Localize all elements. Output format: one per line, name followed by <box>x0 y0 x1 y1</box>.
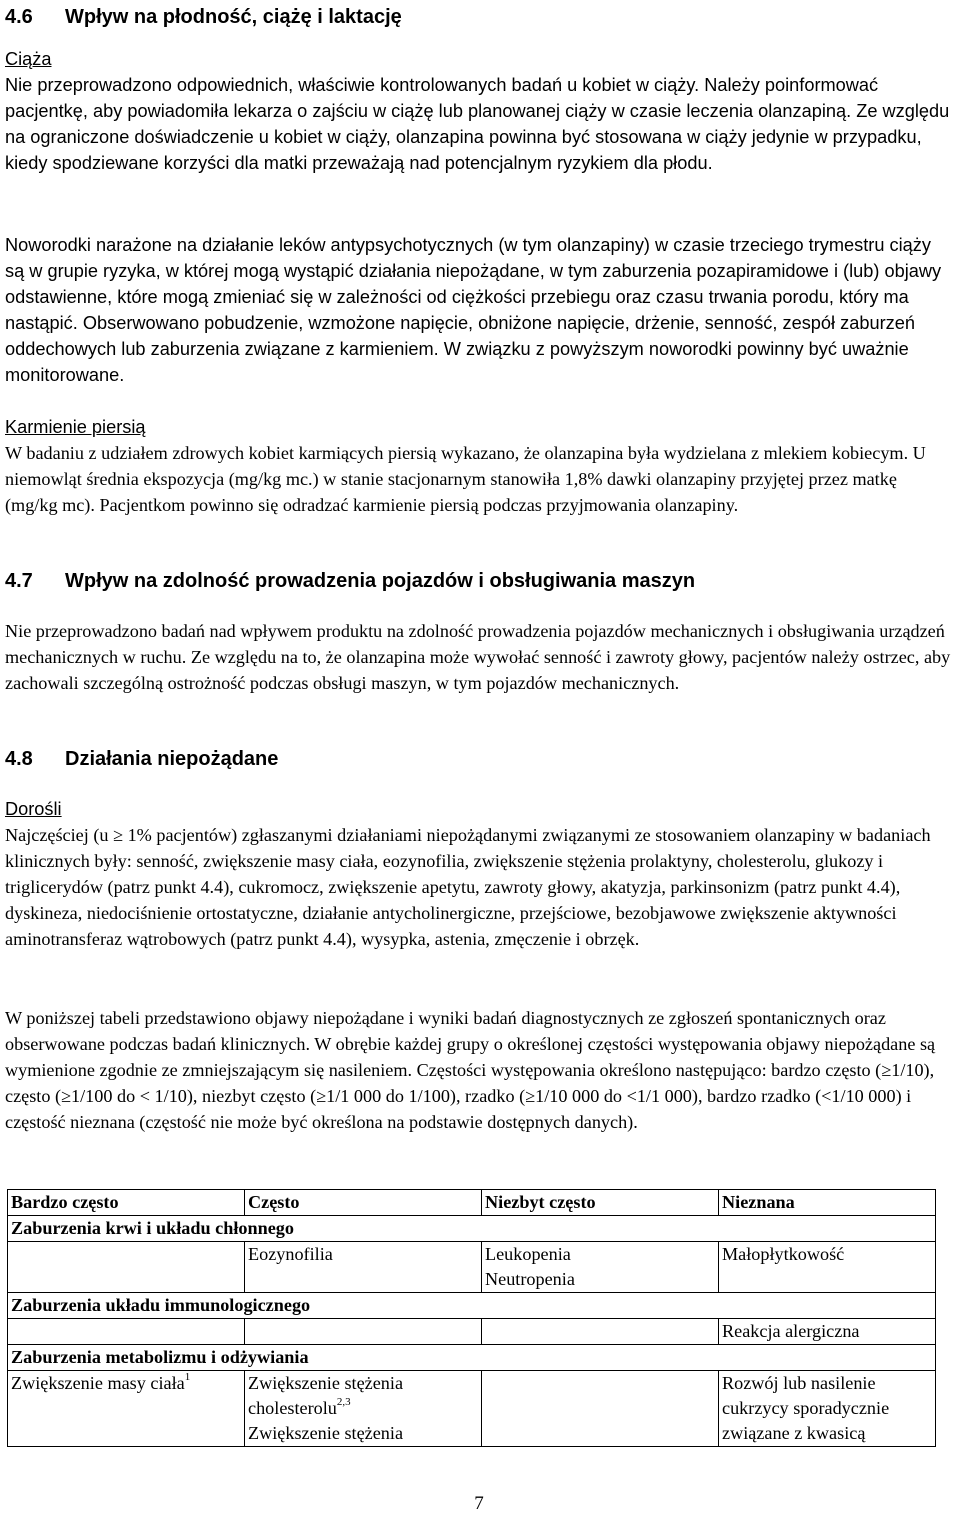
table-row <box>8 1319 936 1345</box>
table-cell <box>245 1371 482 1447</box>
table-cell <box>482 1242 719 1293</box>
section-number: 4.6 <box>5 6 33 28</box>
table-cell <box>482 1371 719 1447</box>
paragraph: Nie przeprowadzono badań nad wpływem produktu na zdolność prowadzenia pojazdów mechanicznych i obsługiwania urządzeń mechanicznych w ruchu. Ze względu na to, że olanzapina może wywołać senność i zawroty głowy, pacjentów należy ostrzec, aby zachowali szczególną ostrożność podczas obsługi maszyn, w tym pojazdów mechanicznych. <box>5 621 951 694</box>
subheading-dorosli: Dorośli <box>5 799 62 819</box>
section-4-7-heading <box>5 568 695 594</box>
group-label: Zaburzenia metabolizmu i odżywiania <box>8 1345 936 1371</box>
footnote-ref: 1 <box>184 1371 191 1383</box>
group-label: Zaburzenia układu immunologicznego <box>8 1293 936 1319</box>
table-group-row <box>8 1345 936 1371</box>
footnote-ref: 2,3 <box>336 1396 351 1408</box>
table-cell <box>8 1319 245 1345</box>
section-title: Wpływ na płodność, ciążę i laktację <box>65 6 402 28</box>
cell-line: Zwiększenie stężenia <box>248 1423 404 1443</box>
subheading-ciaza: Ciąża <box>5 49 52 69</box>
table-header: Bardzo często <box>8 1190 245 1216</box>
table-cell: Rozwój lub nasilenie cukrzycy sporadycznie związane z kwasicą <box>719 1371 936 1447</box>
cell-text: Zwiększenie stężenia cholesterolu <box>248 1373 404 1418</box>
table-cell <box>245 1319 482 1345</box>
page-number: 7 <box>474 1493 484 1514</box>
table-header: Nieznana <box>719 1190 936 1216</box>
table-row <box>8 1371 936 1447</box>
table-group-row <box>8 1216 936 1242</box>
table-cell <box>482 1319 719 1345</box>
table-row <box>8 1242 936 1293</box>
section-title: Działania niepożądane <box>65 748 279 770</box>
paragraph: W poniższej tabeli przedstawiono objawy niepożądane i wyniki badań diagnostycznych ze zgłoszeń spontanicznych oraz obserwowane podczas badań klinicznych. W obrębie każdej grupy o określonej częstości występowania objawy niepożądane są wymienione zgodnie ze zmniejszającym się nasileniem. Częstości występowania określono następująco: bardzo często (≥1/10), często (≥1/100 do < 1/10), niezbyt często (≥1/1 000 do 1/100), rzadko (≥1/10 000 do <1/1 000), bardzo rzadko (<1/10 000) i częstość nieznana (częstość nie może być określona na podstawie dostępnych danych). <box>5 1008 936 1133</box>
table-header-row <box>8 1190 936 1216</box>
paragraph: Najczęściej (u ≥ 1% pacjentów) zgłaszanymi działaniami niepożądanymi związanymi ze stosowaniem olanzapiny w badaniach klinicznych były: senność, zwiększenie masy ciała, eozynofilia, zwiększenie stężenia prolaktyny, cholesterolu, glukozy i triglicerydów (patrz punkt 4.4), cukromocz, zwiększenie apetytu, zawroty głowy, akatyzja, parkinsonizm (patrz punkt 4.4), dyskineza, niedociśnienie ortostatyczne, działanie antycholinergiczne, przejściowe, bezobjawowe zwiększenie aktywności aminotransferaz wątrobowych (patrz punkt 4.4), wysypka, astenia, zmęczenie i obrzęk. <box>5 825 931 950</box>
section-number: 4.8 <box>5 748 33 770</box>
subheading-karmienie: Karmienie piersią <box>5 417 146 437</box>
cell-line: Neutropenia <box>485 1269 575 1289</box>
table-cell <box>8 1371 245 1447</box>
table-cell <box>8 1242 245 1293</box>
group-label: Zaburzenia krwi i układu chłonnego <box>8 1216 936 1242</box>
section-title: Wpływ na zdolność prowadzenia pojazdów i obsługiwania maszyn <box>65 570 696 592</box>
section-number: 4.7 <box>5 570 33 592</box>
paragraph: Nie przeprowadzono odpowiednich, właściwie kontrolowanych badań u kobiet w ciąży. Należy poinformować pacjentkę, aby powiadomiła lekarza o zajściu w ciążę lub planowanej ciąży w czasie leczenia olanzapiną. Ze względu na ograniczone doświadczenie u kobiet w ciąży, olanzapina powinna być stosowana w ciąży jedynie w przypadku, kiedy spodziewane korzyści dla matki przeważają nad potencjalnym ryzykiem dla płodu. <box>5 75 950 174</box>
section-4-8-heading <box>5 746 278 772</box>
section-4-6-heading <box>5 4 402 30</box>
table-header: Często <box>245 1190 482 1216</box>
paragraph: W badaniu z udziałem zdrowych kobiet karmiących piersią wykazano, że olanzapina była wydzielana z mlekiem kobiecym. U niemowląt średnia ekspozycja (mg/kg mc.) w stanie stacjonarnym stanowiła 1,8% dawki olanzapiny przyjętej przez matkę (mg/kg mc). Pacjentkom powinno się odradzać karmienie piersią podczas przyjmowania olanzapiny. <box>5 443 926 516</box>
table-cell: Małopłytkowość <box>719 1242 936 1293</box>
adverse-effects-table <box>7 1189 936 1447</box>
table-cell: Eozynofilia <box>245 1242 482 1293</box>
paragraph: Noworodki narażone na działanie leków antypsychotycznych (w tym olanzapiny) w czasie trzeciego trymestru ciąży są w grupie ryzyka, w której mogą wystąpić działania niepożądane, w tym zaburzenia pozapiramidowe i (lub) objawy odstawienne, które mogą zmieniać się w zależności od ciężkości przebiegu oraz czasu trwania porodu, który ma nastąpić. Obserwowano pobudzenie, wzmożone napięcie, obniżone napięcie, drżenie, senność, zespół zaburzeń oddechowych lub zaburzenia związane z karmieniem. W związku z powyższym noworodki powinny być uważnie monitorowane. <box>5 235 942 386</box>
cell-line: Leukopenia <box>485 1244 571 1264</box>
table-group-row <box>8 1293 936 1319</box>
table-header: Niezbyt często <box>482 1190 719 1216</box>
table-cell: Reakcja alergiczna <box>719 1319 936 1345</box>
cell-text: Zwiększenie masy ciała <box>11 1373 185 1393</box>
